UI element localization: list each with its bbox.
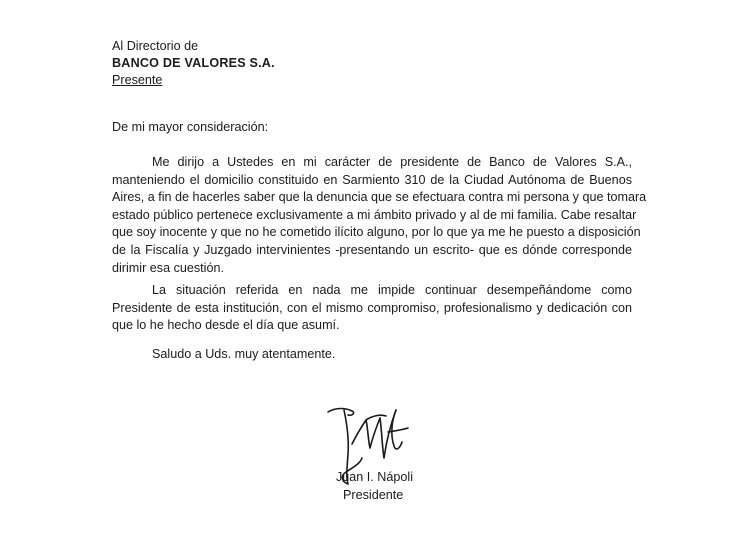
paragraph-1-line: estado público pertenece exclusivamente a mi ámbito privado y al de mi familia. Cabe resaltar (112, 207, 637, 222)
signatory-title-text: Presidente (343, 488, 404, 502)
paragraph-1-line: dirimir esa cuestión. (112, 260, 224, 275)
paragraph-1-line: manteniendo el domicilio constituido en Sarmiento 310 de la Ciudad Autónoma de Buenos (112, 172, 632, 187)
paragraph-1 (112, 154, 647, 277)
paragraph-2-line: que lo he hecho desde el día que asumí. (112, 318, 340, 333)
signatory-name-text: Juan I. Nápoli (336, 470, 414, 484)
addressee-line-1: Al Directorio de (112, 39, 199, 53)
greeting: De mi mayor consideración: (112, 120, 269, 134)
closing-line: Saludo a Uds. muy atentamente. (152, 347, 336, 361)
addressee-bank-name: BANCO DE VALORES S.A. (112, 56, 275, 70)
paragraph-1-line: Aires, a fin de hacerles saber que la denuncia que se efectuara contra mi persona y que tomara (112, 190, 647, 205)
paragraph-1-line: que soy inocente y que no he cometido ilícito alguno, por lo que ya me he puesto a disposición (112, 225, 641, 240)
paragraph-2-line: Presidente de esta institución, con el mismo compromiso, profesionalismo y dedicación con (112, 300, 632, 315)
paragraph-2 (112, 282, 632, 335)
paragraph-1-line: Me dirijo a Ustedes en mi carácter de presidente de Banco de Valores S.A., (152, 155, 632, 169)
paragraph-2-line: La situación referida en nada me impide continuar desempeñándome como (152, 283, 632, 297)
addressee-presente: Presente (112, 73, 163, 87)
paragraph-1-line: de la Fiscalía y Juzgado intervinientes -presentando un escrito- que es dónde corresponde (112, 242, 632, 257)
